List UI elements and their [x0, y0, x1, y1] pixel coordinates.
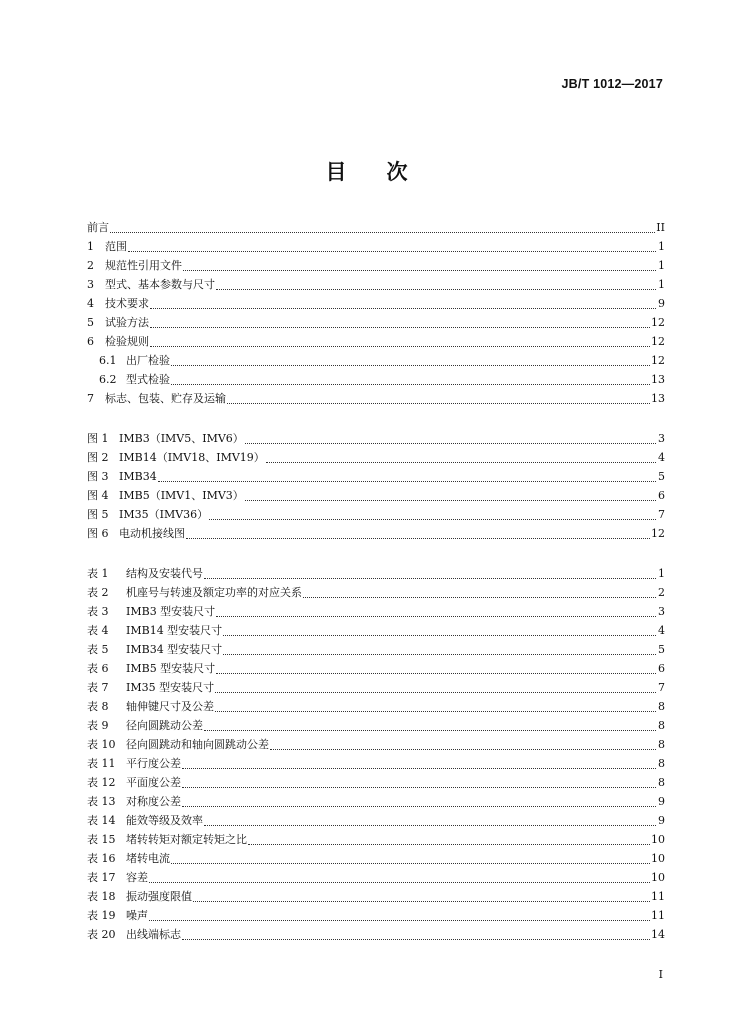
toc-entry-label: IMB5（IMV1、IMV3） — [119, 489, 244, 502]
toc-entry-number: 表 17 — [87, 871, 116, 884]
toc-entry-page: 1 — [658, 259, 665, 272]
toc-entry-label: IMB3 型安装尺寸 — [126, 605, 216, 618]
dot-leader — [158, 470, 656, 482]
toc-entry-number: 5 — [87, 316, 94, 329]
toc-entry-page: 8 — [658, 776, 665, 789]
toc-chapter-row[interactable] — [87, 370, 665, 389]
toc-entry-page: 9 — [658, 795, 665, 808]
toc-chapter-row[interactable] — [87, 332, 665, 351]
toc-entry-number: 表 2 — [87, 586, 109, 599]
toc-chapter-row[interactable] — [87, 351, 665, 370]
dot-leader — [186, 527, 650, 539]
toc-entry-label: 能效等级及效率 — [126, 814, 203, 827]
toc-entry-number: 表 8 — [87, 700, 109, 713]
toc-entry-page: 4 — [658, 624, 665, 637]
toc-entry-label: 检验规则 — [105, 335, 149, 348]
toc-table-row[interactable] — [87, 735, 665, 754]
standard-number: JB/T 1012—2017 — [561, 77, 663, 91]
toc-entry-page: 7 — [658, 681, 665, 694]
toc-entry-page: 8 — [658, 738, 665, 751]
dot-leader — [245, 432, 656, 444]
toc-entry-label: 噪声 — [126, 909, 148, 922]
toc-table-row[interactable] — [87, 792, 665, 811]
dot-leader — [182, 776, 656, 788]
toc-entry-label: 电动机接线图 — [119, 527, 185, 540]
toc-entry-number: 图 1 — [87, 432, 109, 445]
toc-entry-page: 14 — [651, 928, 665, 941]
toc-entry-label: 对称度公差 — [126, 795, 181, 808]
toc-entry-label: 试验方法 — [105, 316, 149, 329]
dot-leader — [183, 259, 656, 271]
toc-entry-label: IMB34 — [119, 470, 157, 483]
toc-entry-page: 7 — [658, 508, 665, 521]
title-char-1: 目 — [325, 159, 347, 184]
toc-table-row[interactable] — [87, 887, 665, 906]
toc-entry-number: 3 — [87, 278, 94, 291]
toc-entry-label: 堵转电流 — [126, 852, 170, 865]
toc-entry-number: 4 — [87, 297, 94, 310]
toc-entry-number: 表 18 — [87, 890, 116, 903]
toc-chapter-row[interactable] — [87, 294, 665, 313]
dot-leader — [270, 738, 656, 750]
toc-entry-label: 技术要求 — [105, 297, 149, 310]
toc-entry-page: 5 — [658, 470, 665, 483]
toc-table-row[interactable] — [87, 678, 665, 697]
toc-entry-page: 3 — [658, 432, 665, 445]
dot-leader — [216, 278, 656, 290]
toc-entry-page: 1 — [658, 240, 665, 253]
toc-table-row[interactable] — [87, 773, 665, 792]
toc-entry-label: IMB14（IMV18、IMV19） — [119, 451, 265, 464]
toc-table-row[interactable] — [87, 640, 665, 659]
toc-entry-page: 9 — [658, 297, 665, 310]
dot-leader — [171, 354, 650, 366]
toc-figure-row[interactable] — [87, 505, 665, 524]
toc-entry-number: 6.1 — [99, 354, 117, 367]
toc-entry-page: 12 — [651, 316, 665, 329]
dot-leader — [150, 335, 650, 347]
toc-entry-page: 6 — [658, 662, 665, 675]
toc-entry-label: 振动强度限值 — [126, 890, 192, 903]
toc-entry-number: 表 20 — [87, 928, 116, 941]
toc-entry-number: 表 16 — [87, 852, 116, 865]
toc-chapter-row[interactable] — [87, 218, 665, 237]
dot-leader — [182, 795, 656, 807]
toc-entry-number: 图 4 — [87, 489, 109, 502]
page-folio: I — [658, 968, 663, 981]
toc-entry-page: 13 — [651, 373, 665, 386]
toc-entry-page: 10 — [651, 871, 665, 884]
dot-leader — [266, 451, 656, 463]
dot-leader — [171, 852, 650, 864]
toc-entry-number: 图 5 — [87, 508, 109, 521]
toc-entry-page: 8 — [658, 757, 665, 770]
toc-entry-number: 2 — [87, 259, 94, 272]
title-char-2: 次 — [386, 159, 408, 184]
toc-chapter-row[interactable] — [87, 313, 665, 332]
toc-table-row[interactable] — [87, 602, 665, 621]
toc-entry-label: 范围 — [105, 240, 127, 253]
dot-leader — [216, 605, 656, 617]
toc-entry-page: 10 — [651, 833, 665, 846]
toc-entry-page: 11 — [651, 909, 665, 922]
toc-entry-number: 表 1 — [87, 567, 109, 580]
toc-entry-page: 8 — [658, 719, 665, 732]
toc-table-row[interactable] — [87, 906, 665, 925]
toc-entry-number: 表 12 — [87, 776, 116, 789]
toc-entry-page: 3 — [658, 605, 665, 618]
dot-leader — [182, 928, 650, 940]
dot-leader — [150, 297, 656, 309]
toc-figure-row[interactable] — [87, 524, 665, 543]
toc-entry-page: 12 — [651, 354, 665, 367]
dot-leader — [209, 508, 656, 520]
toc-entry-number: 表 19 — [87, 909, 116, 922]
toc-entry-page: 8 — [658, 700, 665, 713]
toc-table-row[interactable] — [87, 754, 665, 773]
toc-table-row[interactable] — [87, 659, 665, 678]
toc-entry-label: 径向圆跳动公差 — [126, 719, 203, 732]
toc-entry-number: 图 3 — [87, 470, 109, 483]
toc-entry-label: 型式检验 — [126, 373, 170, 386]
toc-entry-page: 12 — [651, 335, 665, 348]
toc-entry-label: IMB34 型安装尺寸 — [126, 643, 223, 656]
toc-entry-page: 2 — [658, 586, 665, 599]
toc-entry-number: 表 15 — [87, 833, 116, 846]
toc-entry-label: 标志、包装、贮存及运输 — [105, 392, 226, 405]
toc-entry-number: 图 6 — [87, 527, 109, 540]
toc-entry-label: IM35（IMV36） — [119, 508, 209, 521]
toc-chapters — [87, 218, 665, 408]
toc-table-row[interactable] — [87, 868, 665, 887]
toc-entry-number: 7 — [87, 392, 94, 405]
dot-leader — [227, 392, 650, 404]
dot-leader — [182, 757, 656, 769]
toc-figure-row[interactable] — [87, 429, 665, 448]
dot-leader — [204, 719, 656, 731]
toc-entry-label: IMB14 型安装尺寸 — [126, 624, 223, 637]
toc-chapter-row[interactable] — [87, 256, 665, 275]
dot-leader — [149, 871, 650, 883]
toc-table-row[interactable] — [87, 697, 665, 716]
toc-entry-number: 表 14 — [87, 814, 116, 827]
toc-table-row[interactable] — [87, 716, 665, 735]
toc-entry-label: 平行度公差 — [126, 757, 181, 770]
toc-entry-number: 表 9 — [87, 719, 109, 732]
toc-entry-number: 1 — [87, 240, 94, 253]
dot-leader — [204, 814, 656, 826]
toc-figures — [87, 429, 665, 543]
dot-leader — [248, 833, 650, 845]
dot-leader — [215, 681, 656, 693]
toc-entry-page: 6 — [658, 489, 665, 502]
toc-entry-label: 结构及安装代号 — [126, 567, 203, 580]
toc-chapter-row[interactable] — [87, 389, 665, 408]
page-title — [0, 156, 733, 186]
toc-table-row[interactable] — [87, 830, 665, 849]
toc-table-row[interactable] — [87, 811, 665, 830]
toc-entry-label: 堵转转矩对额定转矩之比 — [126, 833, 247, 846]
dot-leader — [223, 624, 656, 636]
toc-entry-page: 10 — [651, 852, 665, 865]
toc-entry-label: 容差 — [126, 871, 148, 884]
toc-entry-label: 平面度公差 — [126, 776, 181, 789]
dot-leader — [128, 240, 656, 252]
toc-entry-number: 表 3 — [87, 605, 109, 618]
dot-leader — [245, 489, 656, 501]
dot-leader — [193, 890, 650, 902]
toc-entry-number: 表 4 — [87, 624, 109, 637]
dot-leader — [223, 643, 656, 655]
toc-figure-row[interactable] — [87, 486, 665, 505]
toc-tables — [87, 564, 665, 944]
dot-leader — [215, 700, 656, 712]
toc-chapter-row[interactable] — [87, 275, 665, 294]
dot-leader — [204, 567, 656, 579]
dot-leader — [150, 316, 650, 328]
toc-entry-label: 型式、基本参数与尺寸 — [105, 278, 215, 291]
toc-entry-label: 轴伸键尺寸及公差 — [126, 700, 214, 713]
toc-table-row[interactable] — [87, 583, 665, 602]
toc-entry-page: 11 — [651, 890, 665, 903]
toc-entry-label: 机座号与转速及额定功率的对应关系 — [126, 586, 302, 599]
toc-entry-number: 图 2 — [87, 451, 109, 464]
toc-chapter-row[interactable] — [87, 237, 665, 256]
toc-entry-label: 前言 — [87, 221, 109, 234]
toc-entry-number: 表 10 — [87, 738, 116, 751]
toc-entry-page: 13 — [651, 392, 665, 405]
toc-entry-page: 1 — [658, 567, 665, 580]
dot-leader — [216, 662, 656, 674]
toc-entry-number: 表 13 — [87, 795, 116, 808]
toc-entry-number: 6 — [87, 335, 94, 348]
toc-entry-page: 5 — [658, 643, 665, 656]
dot-leader — [149, 909, 650, 921]
toc-entry-label: 出线端标志 — [126, 928, 181, 941]
toc-entry-number: 表 6 — [87, 662, 109, 675]
toc-entry-number: 表 5 — [87, 643, 109, 656]
toc-entry-page: 1 — [658, 278, 665, 291]
toc-entry-label: 出厂检验 — [126, 354, 170, 367]
toc-entry-page: 4 — [658, 451, 665, 464]
dot-leader — [303, 586, 656, 598]
toc-entry-label: 径向圆跳动和轴向圆跳动公差 — [126, 738, 269, 751]
toc-entry-number: 表 11 — [87, 757, 116, 770]
toc-figure-row[interactable] — [87, 467, 665, 486]
toc-entry-page: 12 — [651, 527, 665, 540]
toc-entry-page: II — [656, 221, 665, 234]
toc-table-row[interactable] — [87, 621, 665, 640]
toc-figure-row[interactable] — [87, 448, 665, 467]
toc-table-row[interactable] — [87, 925, 665, 944]
toc-entry-number: 6.2 — [99, 373, 117, 386]
toc-table-row[interactable] — [87, 564, 665, 583]
toc-entry-label: IMB3（IMV5、IMV6） — [119, 432, 244, 445]
dot-leader — [110, 221, 655, 233]
toc-entry-label: IMB5 型安装尺寸 — [126, 662, 216, 675]
toc-entry-number: 表 7 — [87, 681, 109, 694]
toc-entry-page: 9 — [658, 814, 665, 827]
toc-entry-label: IM35 型安装尺寸 — [126, 681, 215, 694]
toc-table-row[interactable] — [87, 849, 665, 868]
dot-leader — [171, 373, 650, 385]
toc-entry-label: 规范性引用文件 — [105, 259, 182, 272]
